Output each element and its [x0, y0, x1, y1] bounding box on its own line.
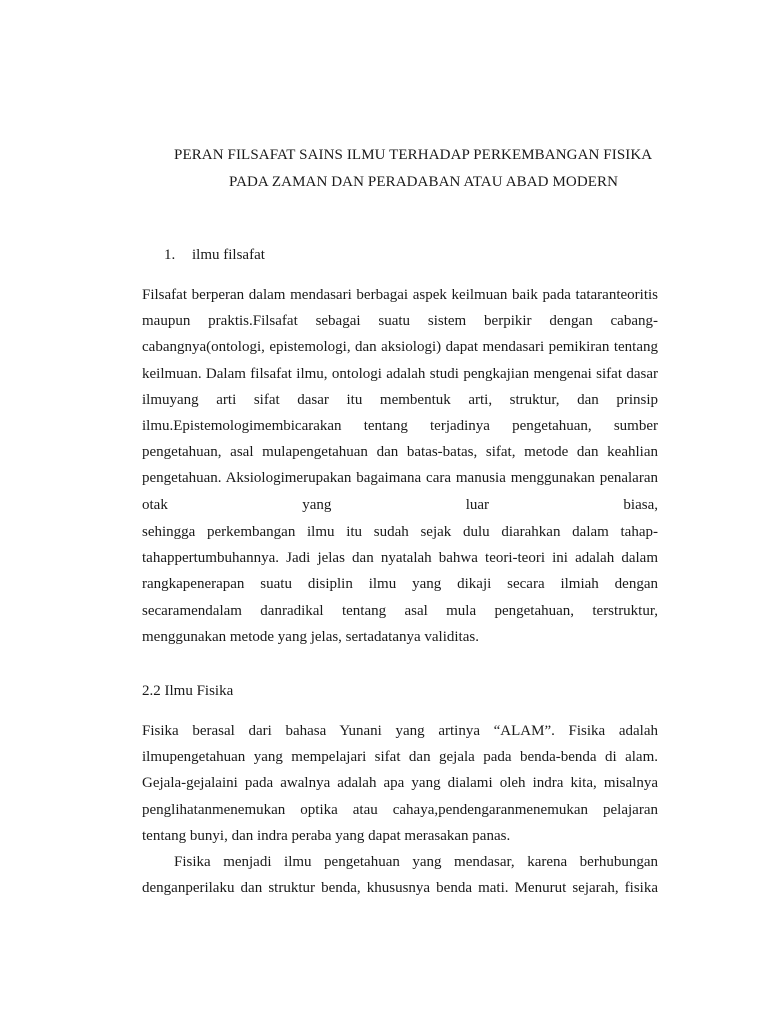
- section-1-number: 1.: [164, 247, 176, 263]
- section-2-paragraph-1: Fisika berasal dari bahasa Yunani yang artinya “ALAM”. Fisika adalah ilmupengetahuan yang mempelajari sifat dan gejala pada benda-benda di alam. Gejala-gejalaini pada awalnya adalah apa yang dialami oleh indra kita, misalnya penglihatanmenemukan optika atau cahaya,pendengaranmenemukan pelajaran tentang bunyi, dan indra peraba yang dapat merasakan panas.: [142, 723, 658, 844]
- section-2-paragraph-2: Fisika menjadi ilmu pengetahuan yang mendasar, karena berhubungan denganperilaku dan struktur benda, khususnya benda mati. Menurut sejarah, fisika: [142, 854, 658, 897]
- section-2-heading: 2.2 Ilmu Fisika: [142, 683, 234, 699]
- document-title-line-1: PERAN FILSAFAT SAINS ILMU TERHADAP PERKEMBANGAN FISIKA: [174, 147, 653, 163]
- section-1-paragraph-1: Filsafat berperan dalam mendasari berbagai aspek keilmuan baik pada tataranteoritis maupun praktis.Filsafat sebagai suatu sistem berpikir dengan cabang-cabangnya(ontologi, epistemologi, dan aksiologi) dapat mendasari pemikiran tentang keilmuan. Dalam filsafat ilmu, ontologi adalah studi pengkajian mengenai sifat dasar ilmuyang arti sifat dasar itu membentuk arti, struktur, dan prinsip ilmu.Epistemologimembicarakan tentang terjadinya pengetahuan, sumber pengetahuan, asal mulapengetahuan dan batas-batas, sifat, metode dan keahlian pengetahuan. Aksiologimerupakan bagaimana cara manusia menggunakan penalaran otak yang luar biasa,: [142, 287, 658, 513]
- section-1-heading-text: ilmu filsafat: [192, 247, 265, 263]
- document-title-line-2: PADA ZAMAN DAN PERADABAN ATAU ABAD MODERN: [229, 174, 619, 190]
- section-1-paragraph-2: sehingga perkembangan ilmu itu sudah sejak dulu diarahkan dalam tahap-tahappertumbuhannya. Jadi jelas dan nyatalah bahwa teori-teori ini adalah dalam rangkapenerapan suatu disiplin ilmu yang dikaji secara ilmiah dengan secaramendalam danradikal tentang asal mula pengetahuan, terstruktur, menggunakan metode yang jelas, sertadatanya validitas.: [142, 524, 658, 645]
- section-1-heading: [164, 247, 265, 264]
